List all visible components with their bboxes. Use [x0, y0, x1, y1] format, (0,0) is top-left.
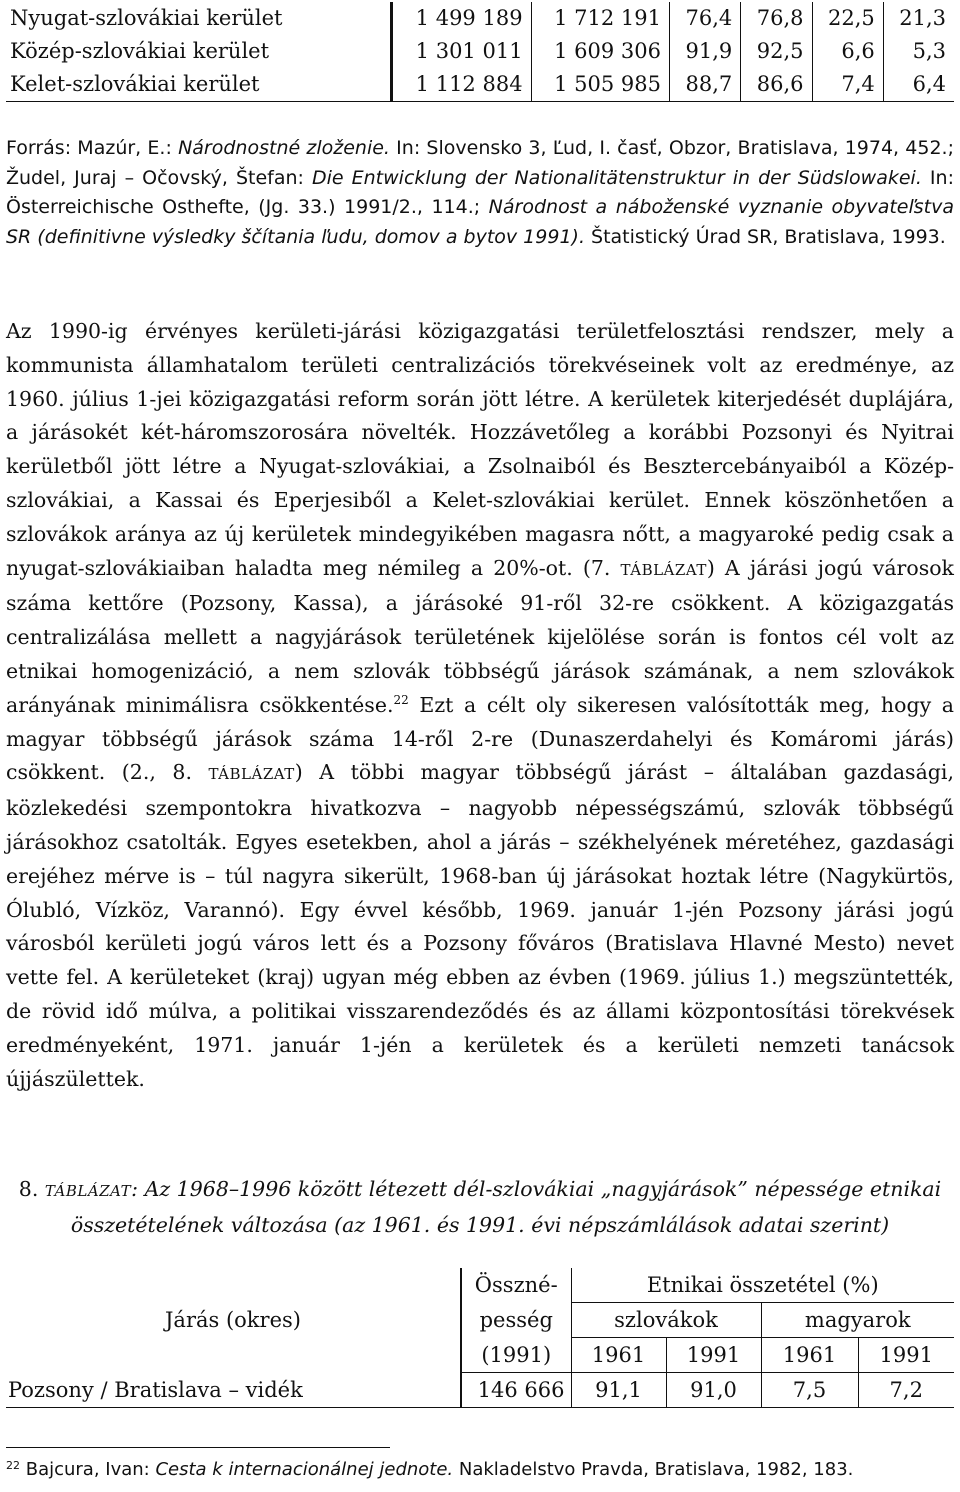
percent-cell: 91,0 — [666, 1373, 761, 1408]
paragraph-text: Ezt a célt oly sikeresen valósították meg, hogy a magyar többségű járások száma 14-ről 2-re (Dunaszerdahelyi és Komáromi járás) csökkent. (2., 8. — [6, 692, 954, 785]
percent-cell: 91,1 — [571, 1373, 666, 1408]
district-name: Pozsony / Bratislava – vidék — [6, 1373, 461, 1408]
percent-cell: 7,2 — [858, 1373, 954, 1408]
footnote — [6, 1456, 954, 1484]
column-header-population: (1991) — [461, 1338, 571, 1373]
district-population-table — [6, 2, 954, 102]
source-text: In: Österreichische Osthefte, (Jg. 33.) 1991/2., 114.; — [6, 166, 954, 218]
caption-label: TÁBLÁZAT — [44, 1182, 132, 1200]
population-cell: 1 712 191 — [531, 2, 669, 35]
column-header-population: pesség — [461, 1303, 571, 1338]
source-title: Národnost a náboženské vyznanie obyvateľstva SR (definitivne výsledky ščítania ľudu, domov a bytov 1991). — [6, 196, 955, 248]
source-text: Forrás: Mazúr, E.: — [6, 137, 179, 159]
source-text: Štatistický Úrad SR, Bratislava, 1993. — [584, 225, 946, 248]
population-cell: 1 609 306 — [531, 35, 669, 68]
column-header-district: Járás (okres) — [6, 1268, 461, 1373]
percent-cell: 6,4 — [883, 68, 954, 102]
percent-cell: 7,4 — [812, 68, 883, 102]
column-header-slovak: szlovákok — [571, 1303, 761, 1338]
table-sources — [6, 134, 954, 252]
column-header-year: 1991 — [858, 1338, 954, 1373]
table-caption — [6, 1172, 954, 1242]
population-cell: 1 499 189 — [392, 2, 532, 35]
percent-cell: 5,3 — [912, 39, 946, 63]
percent-cell: 22,5 — [812, 2, 883, 35]
percent-cell: 76,4 — [670, 2, 741, 35]
table-reference: TÁBLÁZAT — [208, 765, 295, 784]
population-cell: 1 301 011 — [392, 35, 532, 68]
footnote-divider — [6, 1447, 390, 1448]
source-text: In: Slovensko 3, Ľud, I. časť, Obzor, Bratislava, 1974, 452.; Žudel, Juraj – Očovský, Štefan: — [6, 137, 955, 189]
percent-cell: 92,5 — [741, 35, 812, 68]
population-cell: 1 505 985 — [531, 68, 669, 102]
footnote-title: Cesta k internacionálnej jednote. — [155, 1459, 454, 1480]
district-name: Kelet-szlovákiai kerület — [6, 68, 392, 102]
district-name: Nyugat-szlovákiai kerület — [6, 2, 392, 35]
caption-text: : Az 1968–1996 között létezett dél-szlovákiai „nagyjárások” népessége etnikai összetételének változása (az 1961. és 1991. évi népszámlálások adatai szerint) — [70, 1177, 942, 1237]
percent-cell: 88,7 — [670, 68, 741, 102]
district-ethnic-table — [6, 1268, 954, 1408]
percent-cell: 91,9 — [670, 35, 741, 68]
source-title: Die Entwicklung der Nationalitätenstruktur in der Südslowakei. — [311, 166, 922, 189]
column-header-year: 1961 — [761, 1338, 858, 1373]
column-header-year: 1961 — [571, 1338, 666, 1373]
column-header-ethnic: Etnikai összetétel (%) — [571, 1268, 954, 1303]
footnote-text: Bajcura, Ivan: — [20, 1459, 156, 1480]
percent-cell: 86,6 — [741, 68, 812, 102]
percent-cell: 21,3 — [899, 6, 946, 30]
percent-cell: 76,8 — [741, 2, 812, 35]
paragraph-text: ) A többi magyar többségű járást – általában gazdasági, közlekedési szempontokra hivatkozva – nagyobb népességszámú, szlovák többségű járásokhoz csatolták. Egyes esetekben, ahol a járás – székhelyének méretéhez, gazdasági erejéhez mérve is – túl nagyra sikerült, 1968-ban új járásokat hoztak létre (Nagykürtös, Ólubló, Vízköz, Varannó). Egy évvel később, 1969. január 1-jén Pozsony járási jogú városból kerületi jogú város lett és a Pozsony főváros (Bratislava Hlavné Mesto) nevet vette fel. A kerületeket (kraj) ugyan még ebben az évben (1969. július 1.) megszüntették, de rövid idő múlva, a politikai visszarendeződés és az állami központosítási törekvések eredményeként, 1971. január 1-jén a kerületek és a kerületi nemzeti tanácsok újjászülettek. — [6, 760, 954, 1091]
footnote-text: Nakladelstvo Pravda, Bratislava, 1982, 183. — [453, 1459, 854, 1480]
table-row — [6, 1373, 954, 1408]
percent-cell: 7,5 — [761, 1373, 858, 1408]
column-header-population: Összné- — [461, 1268, 571, 1303]
table-header-row — [6, 1268, 954, 1303]
paragraph-text: Az 1990-ig érvényes kerületi-járási közigazgatási területfelosztási rendszer, mely a kommunista államhatalom területi centralizációs törekvéseinek volt az eredménye, az 1960. július 1-jei közigazgatási reform során jött létre. A kerületek kiterjedését duplájára, a járásokét két-háromszorosára növelték. Hozzávetőleg a korábbi Pozsonyi és Nyitrai kerületből jött létre a Nyugat-szlovákiai, a Zsolnaiból és Besztercebányaiból a Közép-szlovákiai, a Kassai és Eperjesiből a Kelet-szlovákiai kerület. Ennek köszönhetően a szlovákok aránya az új kerületek mindegyikében magasra nőtt, a magyaroké pedig csak a nyugat-szlovákiaiban haladta meg némileg a 20%-ot. (7. — [6, 319, 954, 580]
paragraph-text: ) A járási jogú városok száma kettőre (Pozsony, Kassa), a járásoké 91-ről 32-re csökkent. A közigazgatás centralizálása mellett a nagyjárások területének kijelölése során is fontos cél volt az etnikai homogenizáció, a nem szlovák többségű járások számának, a nem szlovákok arányának minimálisra csökkentése. — [6, 555, 954, 717]
body-paragraph — [6, 315, 954, 1096]
population-cell: 1 112 884 — [392, 68, 532, 102]
table-reference: TÁBLÁZAT — [620, 560, 707, 579]
caption-number: 8. — [18, 1177, 45, 1201]
population-cell: 146 666 — [461, 1373, 571, 1408]
source-title: Národnostné zloženie. — [178, 137, 390, 159]
table-row — [6, 35, 954, 68]
column-header-hungarian: magyarok — [761, 1303, 954, 1338]
footnote-reference[interactable]: 22 — [393, 692, 409, 707]
percent-cell: 6,6 — [812, 35, 883, 68]
district-name: Közép-szlovákiai kerület — [6, 35, 392, 68]
table-row — [6, 68, 954, 102]
table-row — [6, 2, 954, 35]
column-header-year: 1991 — [666, 1338, 761, 1373]
footnote-number: 22 — [6, 1459, 20, 1472]
